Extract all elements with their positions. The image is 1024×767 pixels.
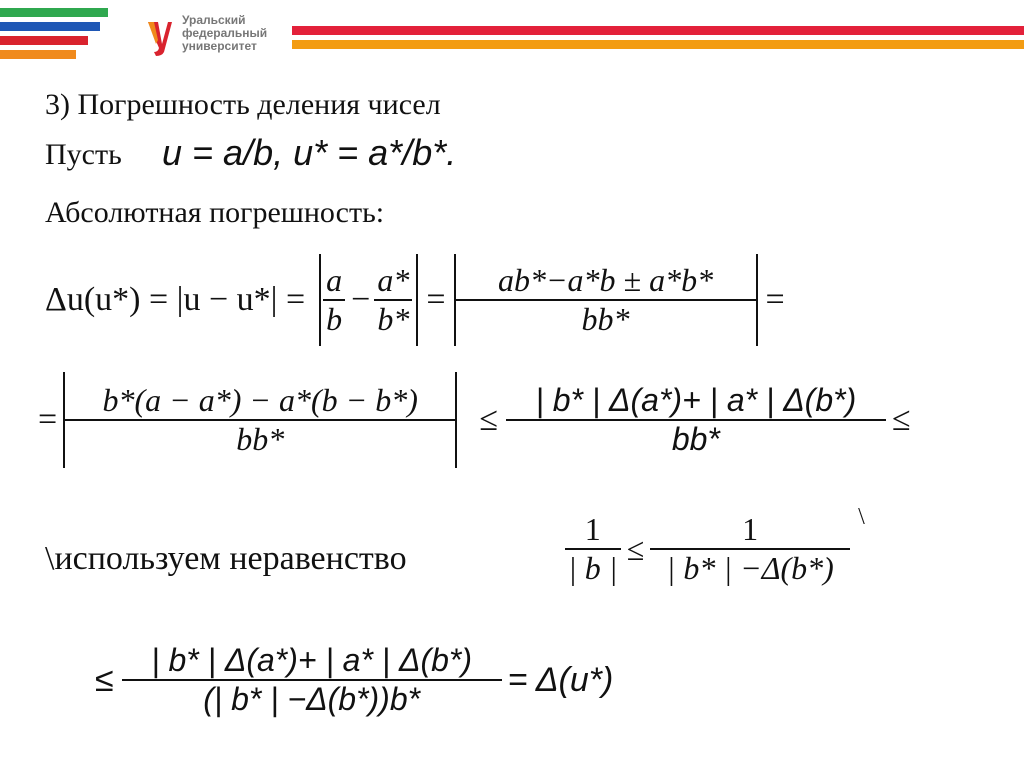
logo-line-2: федеральный	[182, 26, 268, 40]
equation-1	[45, 250, 785, 350]
ineq-den2: | b* | −Δ(b*)	[666, 550, 834, 586]
abs-error-label: Абсолютная погрешность:	[45, 196, 385, 229]
header-band-orange	[292, 40, 1024, 49]
ineq-fraction-2	[650, 511, 850, 587]
university-logo-text	[182, 14, 267, 53]
eq1-frac-b-den: b*	[377, 301, 410, 337]
ineq-den1: | b |	[568, 550, 618, 586]
inequality	[565, 504, 865, 594]
eq2-fraction	[65, 382, 455, 458]
eq1-equals-end: =	[765, 281, 785, 318]
eq1-big-fraction	[456, 262, 756, 338]
eq1-abs-bar-right	[416, 254, 418, 346]
eq2-abs-bar-right	[455, 372, 457, 468]
eq2-num: b*(a − a*) − a*(b − b*)	[65, 382, 455, 421]
final-expression	[95, 630, 613, 730]
eq1-minus: −	[351, 281, 371, 318]
eq2-le-end: ≤	[891, 401, 911, 438]
eq2-num2: | b* | Δ(a*)+ | a* | Δ(b*)	[506, 382, 886, 421]
eq1-abs-bar-right-2	[756, 254, 758, 346]
eq1-frac-b-num: a*	[374, 262, 412, 301]
eq1-fraction-astar-bstar	[374, 262, 412, 338]
ineq-num1: 1	[565, 511, 621, 550]
logo-stripes	[0, 8, 140, 68]
ineq-fraction-1	[565, 511, 621, 587]
slide-title: 3) Погрешность деления чисел	[45, 88, 441, 121]
stripe-orange	[0, 50, 76, 59]
logo-line-1: Уральский	[182, 13, 246, 27]
eq1-equals: =	[426, 281, 446, 318]
eq1-abs-bar-left	[319, 254, 321, 346]
stripe-blue	[0, 22, 100, 31]
let-formula: u = a/b, u* = a*/b*.	[162, 132, 457, 173]
eq1-frac-a-den: b	[326, 301, 343, 337]
ineq-backslash: \	[858, 504, 865, 530]
final-le: ≤	[95, 660, 114, 699]
eq1-big-den: bb*	[581, 301, 630, 337]
ineq-num2: 1	[650, 511, 850, 550]
use-inequality-label: \используем неравенство	[45, 540, 407, 577]
eq2-den2: bb*	[671, 421, 720, 457]
final-rhs: = Δ(u*)	[507, 660, 614, 699]
ineq-le: ≤	[626, 530, 645, 567]
eq2-le: ≤	[479, 401, 498, 438]
eq1-big-num: ab*−a*b ± a*b*	[456, 262, 756, 301]
slide-header	[0, 0, 1024, 70]
final-fraction	[122, 642, 502, 718]
eq1-fraction-a-b	[323, 262, 345, 338]
eq2-fraction-2	[506, 382, 886, 458]
final-den: (| b* | −Δ(b*))b*	[203, 681, 421, 717]
university-logo-mark	[144, 18, 174, 58]
stripe-green	[0, 8, 108, 17]
eq1-frac-a-num: a	[323, 262, 345, 301]
let-label: Пусть	[45, 138, 122, 171]
eq1-lhs: Δu(u*) = |u − u*| =	[45, 281, 306, 318]
eq2-den: bb*	[236, 421, 285, 457]
stripe-red	[0, 36, 88, 45]
final-num: | b* | Δ(a*)+ | a* | Δ(b*)	[122, 642, 502, 681]
logo-line-3: университет	[182, 39, 257, 53]
header-band-red	[292, 26, 1024, 35]
eq2-equals: =	[38, 401, 58, 438]
equation-2	[38, 370, 911, 470]
